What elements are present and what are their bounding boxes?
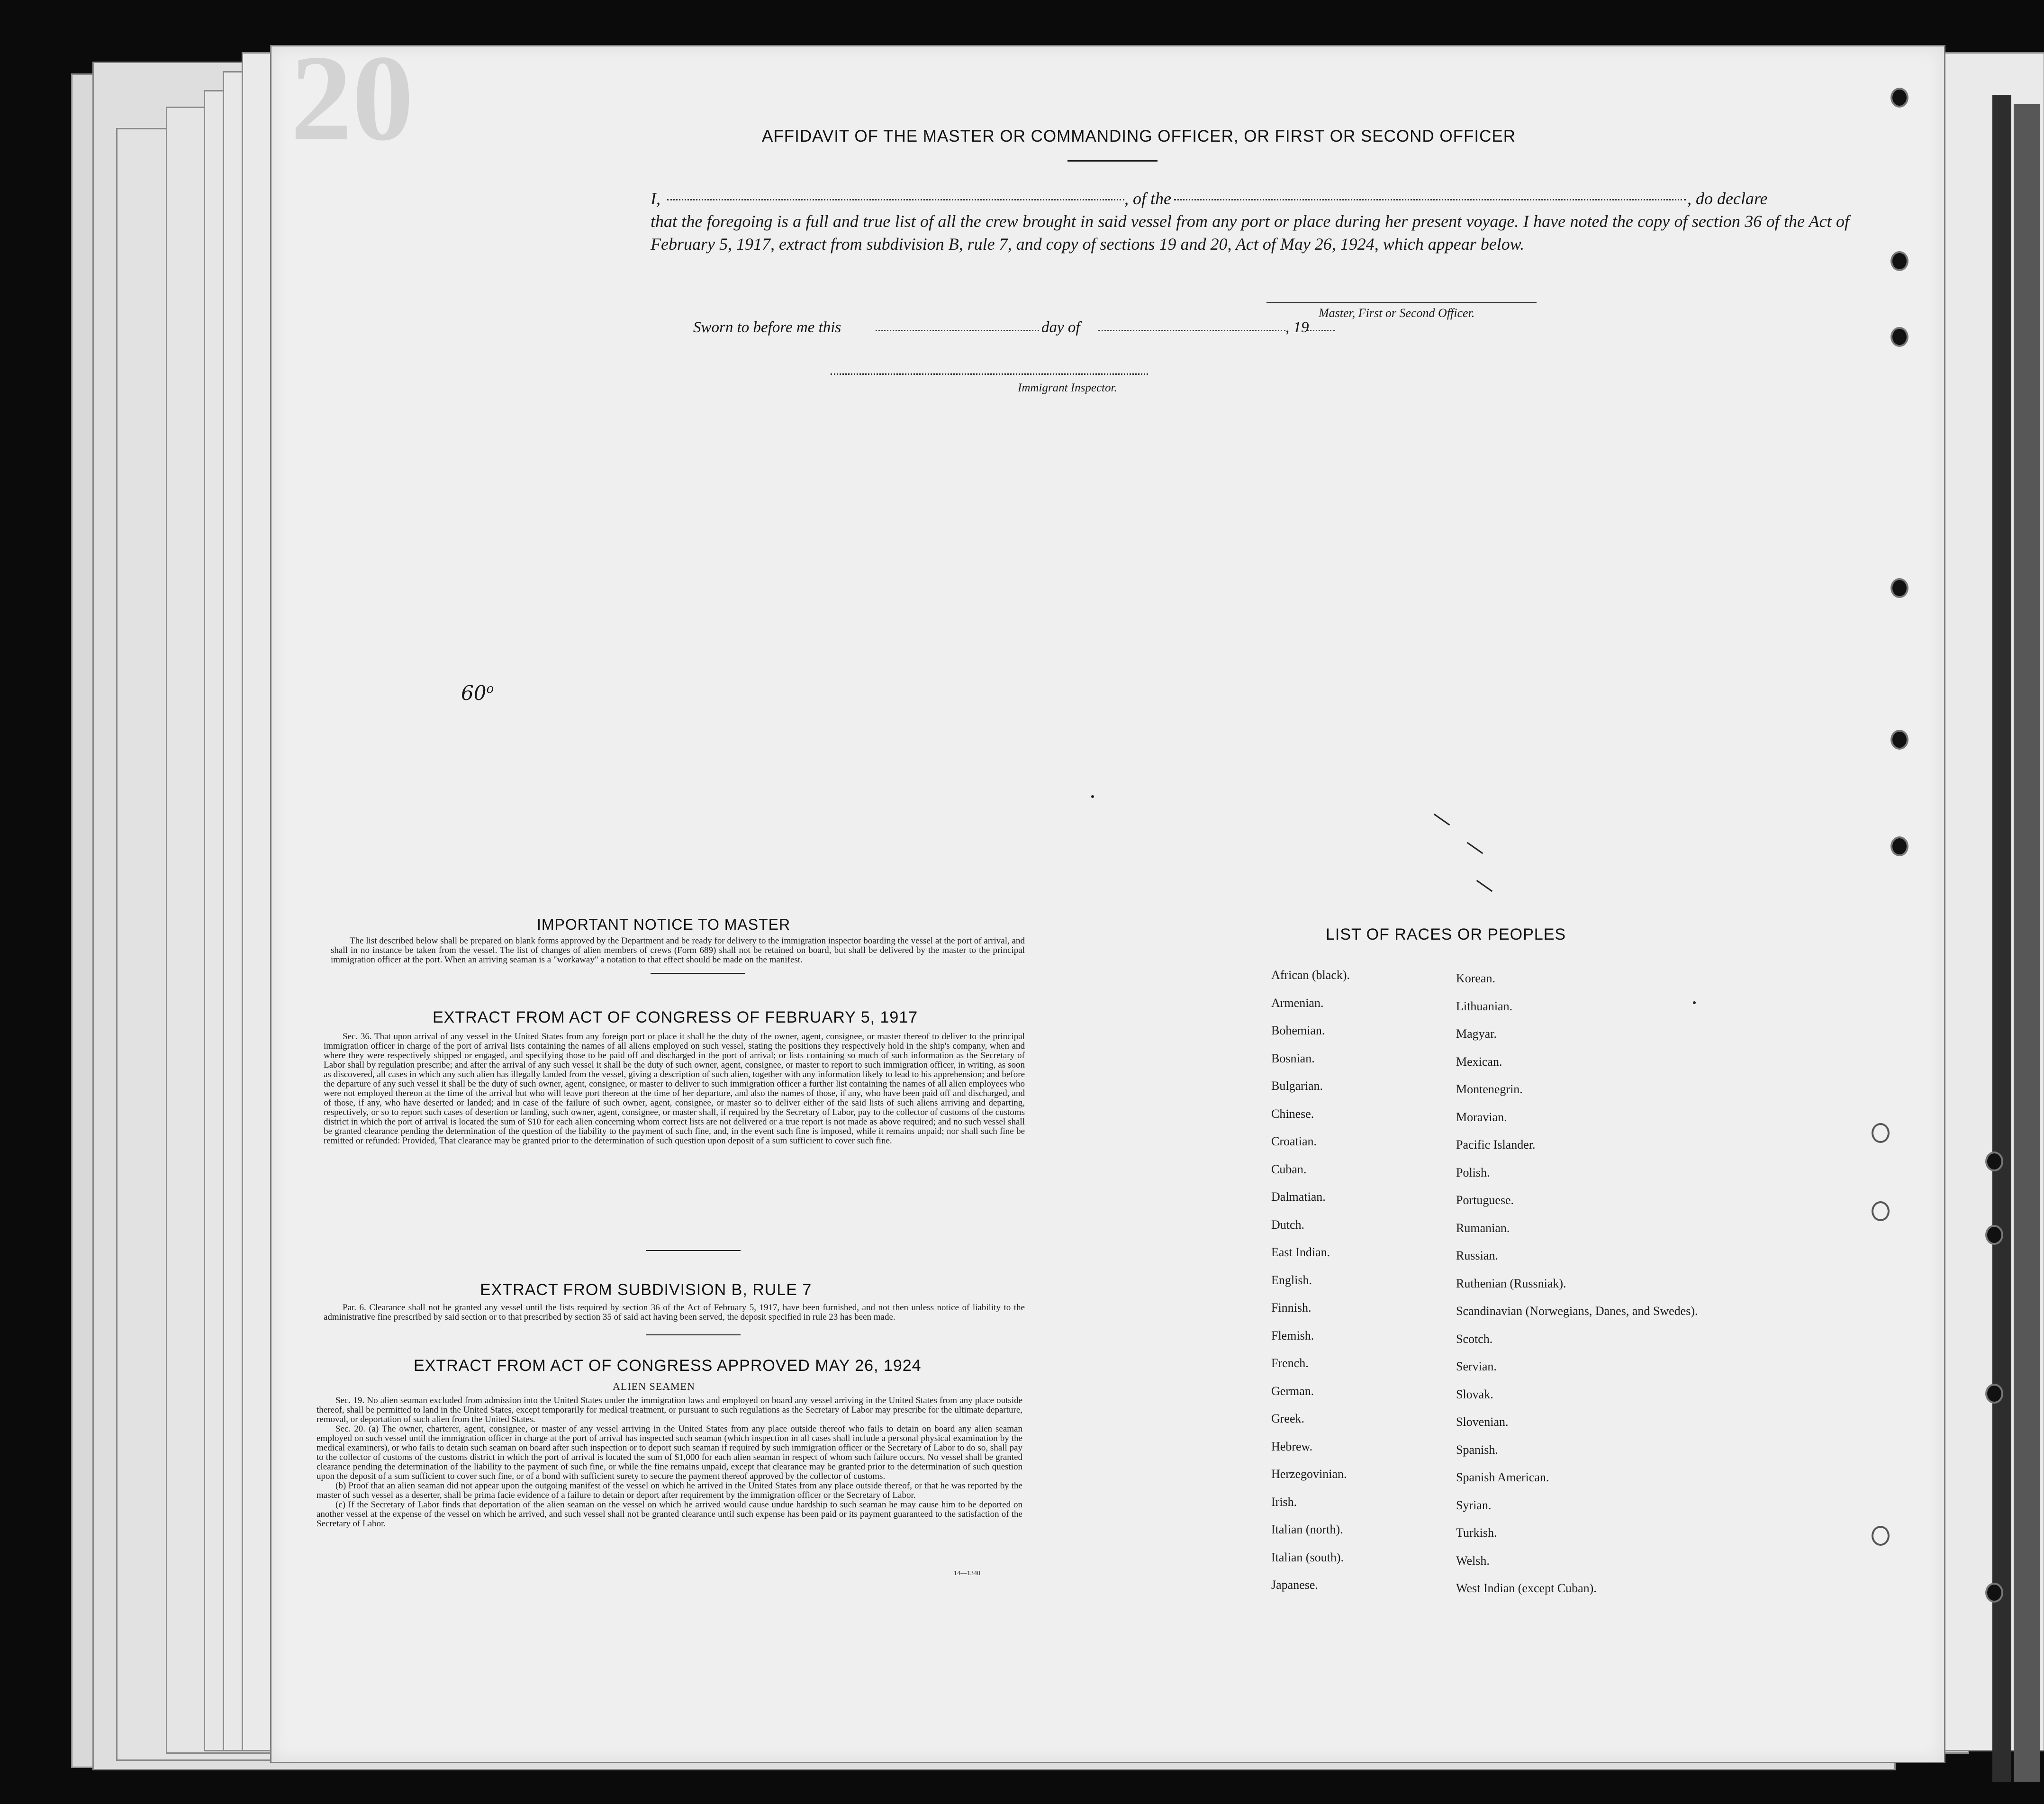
race-item: Japanese. [1271,1578,1318,1592]
punch-hole [1890,251,1908,271]
notice-title: IMPORTANT NOTICE TO MASTER [537,916,791,933]
races-column-right [1456,971,1698,1609]
day-of-label: day of [1041,319,1080,336]
race-item: Polish. [1456,1165,1490,1179]
race-item: Greek. [1271,1412,1305,1425]
stray-mark [1476,880,1492,892]
inspector-label: Immigrant Inspector. [1018,381,1117,394]
punch-hole [1872,1201,1890,1221]
race-item: Servian. [1456,1360,1497,1373]
race-item: Bosnian. [1271,1051,1315,1065]
affidavit-title: AFFIDAVIT OF THE MASTER OR COMMANDING OFFICER, OR FIRST OR SECOND OFFICER [762,127,1516,145]
race-item: Cuban. [1271,1162,1307,1176]
race-item: English. [1271,1273,1312,1287]
binder-strip [1992,95,2011,1782]
extract-1917-body: Sec. 36. That upon arrival of any vessel in the United States from any foreign port or place it shall be the duty of the owner, agent, consignee, or master thereof to deliver to the principal immigration officer in charge of the port of arrival lists containing the names of all aliens employed on such vessel, stating the positions they respectively hold in the ship's company, when and where they were respectively shipped or engaged, and specifying those to be paid off and discharged in the port of arrival; or lists containing so much of such information as the Secretary of Labor shall by regulation prescribe; and after the arrival of any such vessel it shall be the duty of such owner, agent, consignee, or master to report to such immigration officer, in writing, as soon as discovered, all cases in which any such alien has illegally landed from the vessel, giving a description of such alien, together with any information likely to lead to his apprehension; and before the departure of any such vessel it shall be the duty of such owner, agent, consignee, or master to deliver to such immigration officer a further list containing the names of all alien employees who were not employed thereon at the time of the arrival but who will leave port thereon at the time of her departure, and also the names of those, if any, who have been paid off and discharged, and of those, if any, who have deserted or landed; and in case of the failure of such owner, agent, consignee, or master so to deliver either of the said lists of such aliens arriving and departing, respectively, or so to report such cases of desertion or landing, such owner, agent, consignee, or master shall, if required by the Secretary of Labor, pay to the collector of customs of the customs district in which the port of arrival is located the sum of $10 for each alien concerning whom correct lists are not delivered or a true report is not made as above required; and no such vessel shall be granted clearance pending the determination of the question of the liability to the payment of such fine, and, in the event such fine is imposed, while it remains unpaid; nor shall such fine be remitted or refunded: Provided, That clearance may be granted prior to the determination of such question upon deposit of a sum sufficient to cover such fine. [324,1032,1025,1146]
race-item: Scandinavian (Norwegians, Danes, and Swedes). [1456,1304,1698,1318]
handwritten-note: 60$^o$ [461,681,494,705]
race-item: Irish. [1271,1495,1297,1509]
race-item: Syrian. [1456,1498,1492,1512]
punch-hole [1985,1384,2003,1404]
race-item: Italian (north). [1271,1523,1343,1536]
race-item: German. [1271,1384,1314,1398]
bleed-through-mark: 20 [290,30,414,166]
race-item: Hebrew. [1271,1439,1313,1453]
extract-1924-title: EXTRACT FROM ACT OF CONGRESS APPROVED MAY 26, 1924 [414,1357,922,1375]
form-number: 14—1340 [954,1570,980,1577]
race-item: West Indian (except Cuban). [1456,1581,1597,1595]
race-item: Armenian. [1271,996,1324,1010]
rule7-title: EXTRACT FROM SUBDIVISION B, RULE 7 [480,1281,812,1299]
section-rule [651,973,745,974]
race-item: Chinese. [1271,1106,1314,1121]
race-item: Italian (south). [1271,1550,1344,1564]
race-item: Dutch. [1271,1217,1305,1232]
declarant-name-field[interactable] [667,199,1124,200]
race-item: African (black). [1271,968,1350,982]
race-item: Spanish American. [1456,1470,1549,1484]
punch-hole [1890,88,1908,108]
race-item: Slovak. [1456,1387,1493,1401]
affidavit-body: that the foregoing is a full and true list of all the crew brought in said vessel from any port or place during her present voyage. I have noted the copy of section 36 of the Act of February 5, 1917, extract from subdivision B, rule 7, and copy of sections 19 and 20, Act of May 26, 1924, which appear below. [651,212,1849,254]
vessel-name-field[interactable] [1174,199,1686,200]
section-rule [646,1334,741,1335]
race-item: Korean. [1456,971,1496,985]
sworn-month-field[interactable] [1098,330,1285,331]
document-page [270,30,1945,1763]
race-item: Slovenian. [1456,1415,1509,1429]
stray-mark [1693,1001,1696,1004]
sworn-year-field[interactable] [1307,330,1335,331]
race-item: Welsh. [1456,1553,1490,1568]
race-item: Mexican. [1456,1054,1502,1069]
master-signature-line[interactable] [1266,302,1537,303]
punch-hole [1985,1151,2003,1171]
race-item: Bohemian. [1271,1024,1325,1037]
races-title: LIST OF RACES OR PEOPLES [1326,925,1566,943]
race-item: Scotch. [1456,1332,1493,1346]
sworn-day-field[interactable] [876,330,1039,331]
binder-strip [2014,104,2040,1782]
race-item: Russian. [1456,1249,1498,1262]
inspector-signature-field[interactable] [831,373,1148,375]
race-item: Finnish. [1271,1301,1311,1314]
race-item: French. [1271,1356,1309,1370]
section-rule [646,1250,741,1251]
declare-label: , do declare [1687,189,1768,208]
declarant-label: I, [651,189,660,208]
race-item: Croatian. [1271,1134,1317,1148]
race-item: Turkish. [1456,1526,1497,1540]
race-item: Herzegovinian. [1271,1467,1347,1481]
races-column-left [1271,968,1350,1606]
punch-hole [1890,327,1908,347]
race-item: Moravian. [1456,1110,1507,1124]
rule7-body: Par. 6. Clearance shall not be granted any vessel until the lists required by section 36 of the Act of February 5, 1917, have been furnished, and not then unless notice of liability to the administrative fine prescribed by said section or to that prescribed by section 35 of said act having been served, the deposit specified in rule 23 has been made. [324,1303,1025,1322]
extract-1924-body: Sec. 19. No alien seaman excluded from admission into the United States under the immigration laws and employed on board any vessel arriving in the United States from any place outside thereof, shall be permitted to land in the United States, except temporarily for medical treatment, or pursuant to such regulations as the Secretary of Labor may prescribe for the ultimate departure, removal, or deportation of such alien from the United States. Sec. 20. (a) The owner, charterer, agent, consignee, or master of any vessel arriving in the United States from any place outside thereof who fails to detain on board any alien seaman employed on such vessel until the immigration officer in charge at the port of arrival has inspected such seaman (which inspection in all cases shall include a personal physical examination by the medical examiners), or who fails to detain such seaman on board after such inspection or to deport such seaman if required by such immigration officer or the Secretary of Labor to do so, shall pay to the collector of customs of the customs district in which the port of arrival is located the sum of $1,000 for each alien seaman in respect of whom such failure occurs. No vessel shall be granted clearance pending the determination of the liability to the payment of such fine, or while the fine remains unpaid, except that clearance may be granted prior to the determination of such question upon the deposit of a sum sufficient to cover such fine, or of a bond with sufficient surety to secure the payment thereof approved by the collector of customs. (b) Proof that an alien seaman did not appear upon the outgoing manifest of the vessel on which he arrived in the United States from any place outside thereof, or that he was reported by the master of such vessel as a deserter, shall be prima facie evidence of a failure to detain or deport after requirement by the immigration officer or the Secretary of Labor. (c) If the Secretary of Labor finds that deportation of the alien seaman on the vessel on which he arrived would cause undue hardship to such seaman he may cause him to be deported on another vessel at the expense of the vessel on which he arrived, and such vessel shall not be granted clearance until such expense has been paid or its payment guaranteed to the satisfaction of the Secretary of Labor. [317,1396,1022,1529]
punch-hole [1872,1123,1890,1143]
punch-hole [1890,578,1908,598]
race-item: Lithuanian. [1456,999,1513,1013]
race-item: Montenegrin. [1456,1082,1523,1096]
race-item: East Indian. [1271,1245,1330,1259]
master-signature-label: Master, First or Second Officer. [1319,306,1475,320]
vessel-label: , of the [1124,189,1171,208]
race-item: Bulgarian. [1271,1079,1323,1093]
punch-hole [1872,1526,1890,1546]
race-item: Dalmatian. [1271,1190,1326,1204]
stray-mark [1091,795,1094,798]
race-item: Rumanian. [1456,1221,1510,1235]
stray-mark [1467,842,1483,854]
sworn-label: Sworn to before me this [693,319,841,336]
extract-1917-title: EXTRACT FROM ACT OF CONGRESS OF FEBRUARY 5, 1917 [433,1008,918,1026]
notice-body: The list described below shall be prepared on blank forms approved by the Department and be ready for delivery to the immigration inspector boarding the vessel at the port of arrival, and shall in no instance be taken from the vessel. The list of changes of alien members of crews (Form 689) shall not be retained on board, but shall be delivered by the master to the principal immigration officer at the port. When an arriving seaman is a "workaway" a notation to that effect should be made on the manifest. [331,936,1025,965]
race-item: Magyar. [1456,1027,1497,1041]
punch-hole [1890,730,1908,750]
race-item: Spanish. [1456,1442,1498,1457]
race-item: Pacific Islander. [1456,1138,1536,1151]
year-label: , 19 [1285,319,1309,336]
title-rule [1067,160,1158,162]
punch-hole [1985,1225,2003,1245]
race-item: Ruthenian (Russniak). [1456,1276,1566,1290]
race-item: Flemish. [1271,1328,1314,1342]
race-item: Portuguese. [1456,1193,1514,1207]
punch-hole [1890,836,1908,856]
punch-hole [1985,1583,2003,1603]
stray-mark [1434,814,1450,825]
alien-seamen-subtitle: ALIEN SEAMEN [613,1380,695,1392]
